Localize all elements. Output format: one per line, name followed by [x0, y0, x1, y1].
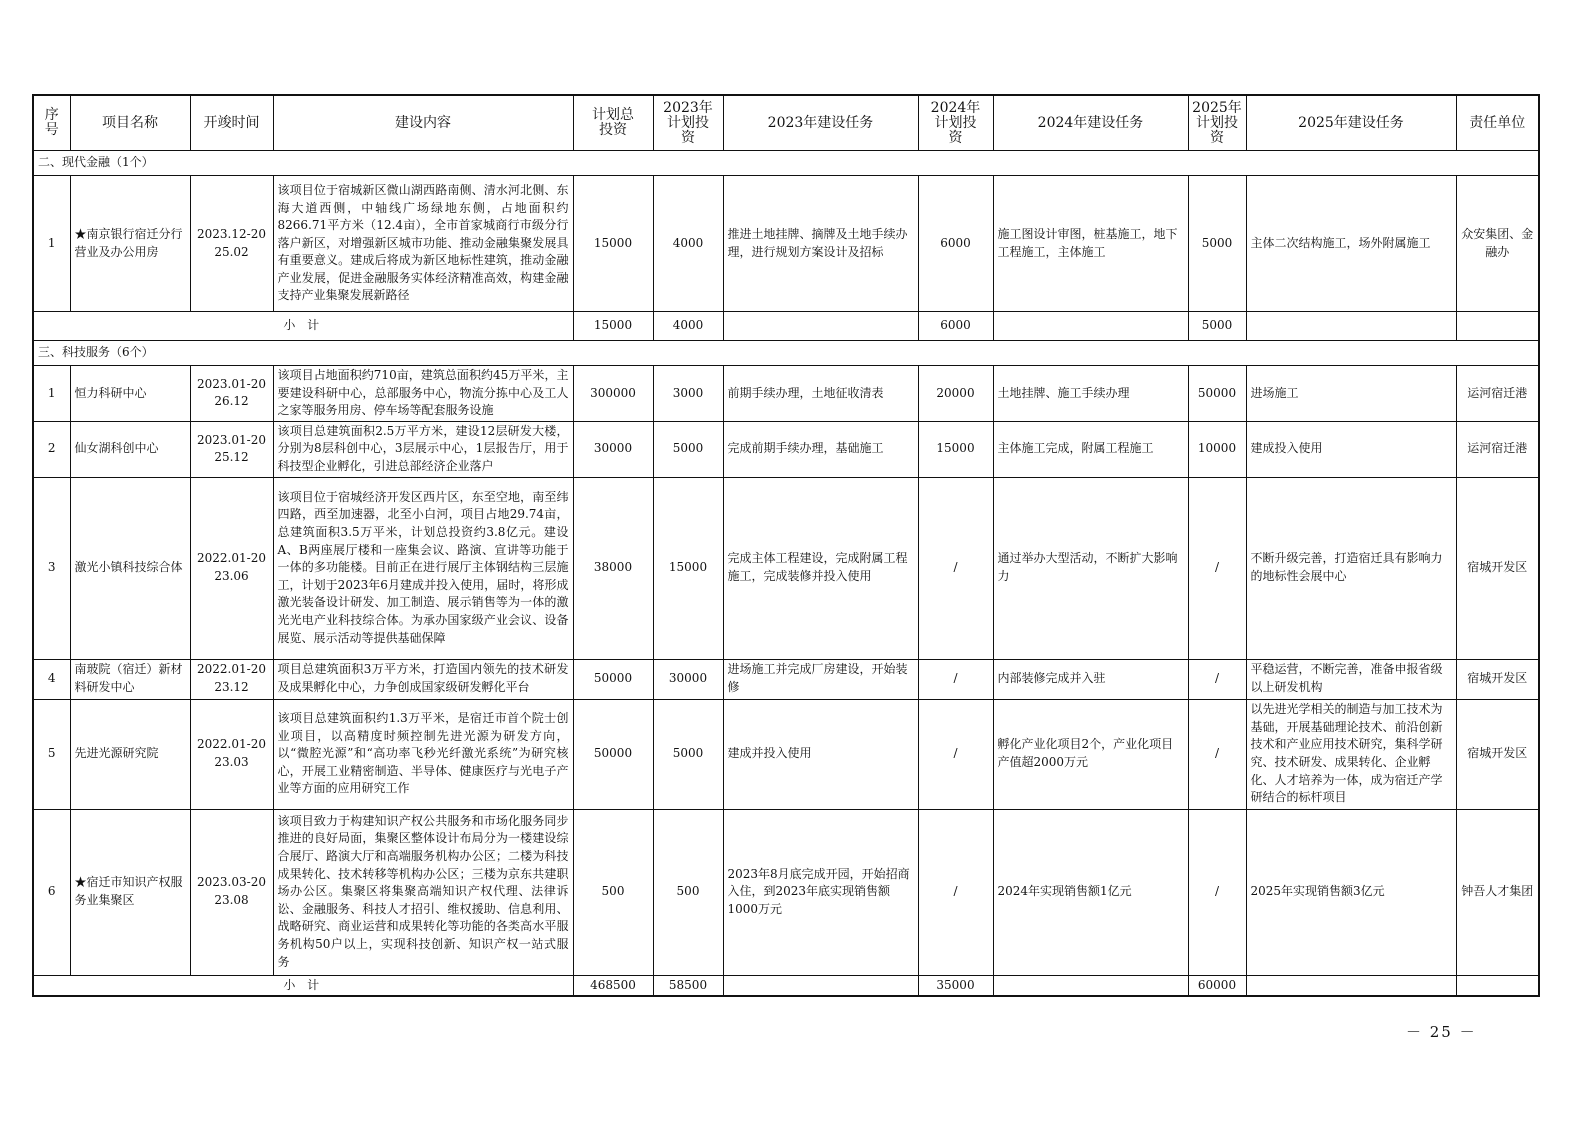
cell-task2024: 土地挂牌、施工手续办理: [993, 366, 1188, 422]
cell-unit: 运河宿迁港: [1456, 421, 1539, 477]
period-start: 2023.01-20: [197, 432, 266, 447]
subtotal-inv2024: 35000: [918, 975, 993, 996]
period-end: 23.12: [214, 680, 249, 695]
cell-seq: 2: [33, 421, 70, 477]
subtotal-empty: [1456, 975, 1539, 996]
cell-inv2024: 15000: [918, 421, 993, 477]
cell-content: 项目总建筑面积3万平方米，打造国内领先的技术研发及成果孵化中心，力争创成国家级研发孵化平台: [273, 659, 573, 699]
cell-inv2024: /: [918, 699, 993, 809]
cell-task2023: 进场施工并完成厂房建设，开始装修: [723, 659, 918, 699]
cell-unit: 运河宿迁港: [1456, 366, 1539, 422]
cell-total: 300000: [573, 366, 653, 422]
cell-seq: 1: [33, 176, 70, 312]
project-table: [32, 94, 1540, 997]
cell-inv2024: /: [918, 809, 993, 975]
cell-period: [190, 659, 273, 699]
header-inv2025: 2025年计划投资: [1188, 95, 1246, 151]
cell-content: 该项目位于宿城经济开发区西片区，东至空地，南至纬四路，西至加速器，北至小白河，项目占地29.74亩，总建筑面积3.5万平米，计划总投资约3.8亿元。建设A、B两座展厅楼和一座集会议、路演、宣讲等功能于一体的多功能楼。目前正在进行展厅主体钢结构三层施工，计划于2023年6月建成并投入使用，届时，将形成激光装备设计研发、加工制造、展示销售等为一体的激光光电产业科技综合体。为承办国家级产业会议、设备展览、展示活动等提供基础保障: [273, 477, 573, 659]
cell-total: 15000: [573, 176, 653, 312]
cell-unit: 宿城开发区: [1456, 477, 1539, 659]
cell-task2025: 建成投入使用: [1246, 421, 1456, 477]
cell-inv2025: 5000: [1188, 176, 1246, 312]
cell-period: [190, 421, 273, 477]
table-row: [33, 366, 1539, 422]
cell-inv2025: /: [1188, 809, 1246, 975]
subtotal-inv2025: 5000: [1188, 312, 1246, 341]
cell-name: 先进光源研究院: [70, 699, 190, 809]
cell-task2024: 2024年实现销售额1亿元: [993, 809, 1188, 975]
header-task2023: 2023年建设任务: [723, 95, 918, 151]
cell-name: ★宿迁市知识产权服务业集聚区: [70, 809, 190, 975]
cell-task2024: 孵化产业化项目2个，产业化项目产值超2000万元: [993, 699, 1188, 809]
period-start: 2022.01-20: [197, 737, 266, 752]
cell-task2023: 前期手续办理，土地征收清表: [723, 366, 918, 422]
section-title: 二、现代金融（1个）: [33, 151, 1539, 176]
cell-task2025: 以先进光学相关的制造与加工技术为基础，开展基础理论技术、前沿创新技术和产业应用技术研究，集科学研究、技术研发、成果转化、企业孵化、人才培养为一体，成为宿迁产学研结合的标杆项目: [1246, 699, 1456, 809]
header-inv2023: 2023年计划投资: [653, 95, 723, 151]
period-start: 2023.01-20: [197, 376, 266, 391]
cell-inv2025: 10000: [1188, 421, 1246, 477]
cell-period: [190, 477, 273, 659]
cell-task2023: 推进土地挂牌、摘牌及土地手续办理，进行规划方案设计及招标: [723, 176, 918, 312]
subtotal-empty: [1246, 312, 1456, 341]
page-number: － 25 －: [1406, 1023, 1477, 1041]
cell-unit: 众安集团、金融办: [1456, 176, 1539, 312]
cell-inv2023: 4000: [653, 176, 723, 312]
subtotal-label: 小 计: [33, 975, 573, 996]
cell-total: 30000: [573, 421, 653, 477]
cell-inv2025: /: [1188, 659, 1246, 699]
period-end: 23.08: [214, 893, 249, 908]
cell-task2025: 主体二次结构施工，场外附属施工: [1246, 176, 1456, 312]
cell-inv2023: 15000: [653, 477, 723, 659]
cell-total: 50000: [573, 699, 653, 809]
cell-unit: 钟吾人才集团: [1456, 809, 1539, 975]
section-row: [33, 341, 1539, 366]
cell-content: 该项目致力于构建知识产权公共服务和市场化服务同步推进的良好局面，集聚区整体设计布局分为一楼建设综合展厅、路演大厅和高端服务机构办公区；二楼为科技成果转化、技术转移等机构办公区；三楼为京东共建职场办公区。集聚区将集聚高端知识产权代理、法律诉讼、金融服务、科技人才招引、维权援助、信息利用、战略研究、商业运营和成果转化等功能的各类高水平服务机构50户以上，实现科技创新、知识产权一站式服务: [273, 809, 573, 975]
section-title: 三、科技服务（6个）: [33, 341, 1539, 366]
section-row: [33, 151, 1539, 176]
subtotal-total: 15000: [573, 312, 653, 341]
table-row: [33, 659, 1539, 699]
subtotal-empty: [723, 312, 918, 341]
cell-name: 南玻院（宿迁）新材料研发中心: [70, 659, 190, 699]
cell-period: [190, 809, 273, 975]
subtotal-row: [33, 312, 1539, 341]
cell-total: 500: [573, 809, 653, 975]
cell-inv2023: 500: [653, 809, 723, 975]
cell-inv2023: 5000: [653, 699, 723, 809]
cell-inv2023: 3000: [653, 366, 723, 422]
cell-period: [190, 699, 273, 809]
header-name: 项目名称: [70, 95, 190, 151]
subtotal-empty: [993, 975, 1188, 996]
period-start: 2022.01-20: [197, 551, 266, 566]
cell-name: 仙女湖科创中心: [70, 421, 190, 477]
cell-content: 该项目总建筑面积约1.3万平米，是宿迁市首个院士创业项目，以高精度时频控制先进光源为研发方向，以“微腔光源”和“高功率飞秒光纤激光系统”为研究核心，开展工业精密制造、半导体、健康医疗与光电子产业等方面的应用研究工作: [273, 699, 573, 809]
subtotal-empty: [1246, 975, 1456, 996]
table-row: [33, 699, 1539, 809]
cell-inv2023: 5000: [653, 421, 723, 477]
header-unit: 责任单位: [1456, 95, 1539, 151]
header-seq: 序号: [33, 95, 70, 151]
cell-inv2023: 30000: [653, 659, 723, 699]
cell-seq: 6: [33, 809, 70, 975]
table-row: [33, 477, 1539, 659]
cell-task2023: 2023年8月底完成开园，开始招商入住，到2023年底实现销售额1000万元: [723, 809, 918, 975]
cell-task2024: 内部装修完成并入驻: [993, 659, 1188, 699]
cell-inv2025: 50000: [1188, 366, 1246, 422]
cell-name: ★南京银行宿迁分行营业及办公用房: [70, 176, 190, 312]
cell-task2023: 完成主体工程建设，完成附属工程施工，完成装修并投入使用: [723, 477, 918, 659]
subtotal-inv2023: 58500: [653, 975, 723, 996]
subtotal-empty: [723, 975, 918, 996]
header-content: 建设内容: [273, 95, 573, 151]
table-row: [33, 176, 1539, 312]
cell-inv2025: /: [1188, 477, 1246, 659]
cell-unit: 宿城开发区: [1456, 659, 1539, 699]
subtotal-label: 小 计: [33, 312, 573, 341]
subtotal-empty: [1456, 312, 1539, 341]
subtotal-inv2025: 60000: [1188, 975, 1246, 996]
period-end: 23.03: [214, 755, 249, 770]
cell-content: 该项目总建筑面积2.5万平方米，建设12层研发大楼，分别为8层科创中心，3层展示中心，1层报告厅，用于科技型企业孵化，引进总部经济企业落户: [273, 421, 573, 477]
cell-total: 38000: [573, 477, 653, 659]
period-start: 2023.03-20: [197, 875, 266, 890]
cell-period: [190, 366, 273, 422]
subtotal-inv2024: 6000: [918, 312, 993, 341]
header-inv2024: 2024年计划投资: [918, 95, 993, 151]
cell-task2024: 主体施工完成，附属工程施工: [993, 421, 1188, 477]
cell-total: 50000: [573, 659, 653, 699]
period-start: 2022.01-20: [197, 662, 266, 677]
cell-task2025: 2025年实现销售额3亿元: [1246, 809, 1456, 975]
header-start: 开竣时间: [190, 95, 273, 151]
header-task2025: 2025年建设任务: [1246, 95, 1456, 151]
cell-name: 激光小镇科技综合体: [70, 477, 190, 659]
subtotal-inv2023: 4000: [653, 312, 723, 341]
cell-task2023: 建成并投入使用: [723, 699, 918, 809]
period-end: 25.12: [214, 450, 249, 465]
cell-inv2024: 6000: [918, 176, 993, 312]
header-total: 计划总投资: [573, 95, 653, 151]
period-end: 23.06: [214, 569, 249, 584]
cell-period: 2023.12-2025.02: [190, 176, 273, 312]
cell-inv2025: /: [1188, 699, 1246, 809]
cell-task2023: 完成前期手续办理，基础施工: [723, 421, 918, 477]
cell-name: 恒力科研中心: [70, 366, 190, 422]
cell-unit: 宿城开发区: [1456, 699, 1539, 809]
header-task2024: 2024年建设任务: [993, 95, 1188, 151]
cell-task2025: 平稳运营，不断完善，准备申报省级以上研发机构: [1246, 659, 1456, 699]
period-end: 26.12: [214, 394, 249, 409]
cell-task2024: 通过举办大型活动，不断扩大影响力: [993, 477, 1188, 659]
subtotal-empty: [993, 312, 1188, 341]
cell-seq: 3: [33, 477, 70, 659]
cell-task2025: 进场施工: [1246, 366, 1456, 422]
cell-seq: 1: [33, 366, 70, 422]
table-row: [33, 809, 1539, 975]
cell-content: 该项目占地面积约710亩，建筑总面积约45万平米，主要建设科研中心，总部服务中心，物流分拣中心及工人之家等服务用房、停车场等配套服务设施: [273, 366, 573, 422]
cell-task2024: 施工图设计审图，桩基施工，地下工程施工，主体施工: [993, 176, 1188, 312]
cell-seq: 5: [33, 699, 70, 809]
cell-inv2024: 20000: [918, 366, 993, 422]
cell-task2025: 不断升级完善，打造宿迁具有影响力的地标性会展中心: [1246, 477, 1456, 659]
subtotal-total: 468500: [573, 975, 653, 996]
table-row: [33, 421, 1539, 477]
subtotal-row: [33, 975, 1539, 996]
header-row: [33, 95, 1539, 151]
cell-inv2024: /: [918, 477, 993, 659]
cell-content: 该项目位于宿城新区微山湖西路南侧、清水河北侧、东海大道西侧，中轴线广场绿地东侧，占地面积约8266.71平方米（12.4亩），全市首家城商行市级分行落户新区，对增强新区城市功能、推动金融集聚发展具有重要意义。建成后将成为新区地标性建筑，推动金融产业发展，促进金融服务实体经济精准高效，构建金融支持产业集聚发展新路径: [273, 176, 573, 312]
cell-inv2024: /: [918, 659, 993, 699]
cell-seq: 4: [33, 659, 70, 699]
